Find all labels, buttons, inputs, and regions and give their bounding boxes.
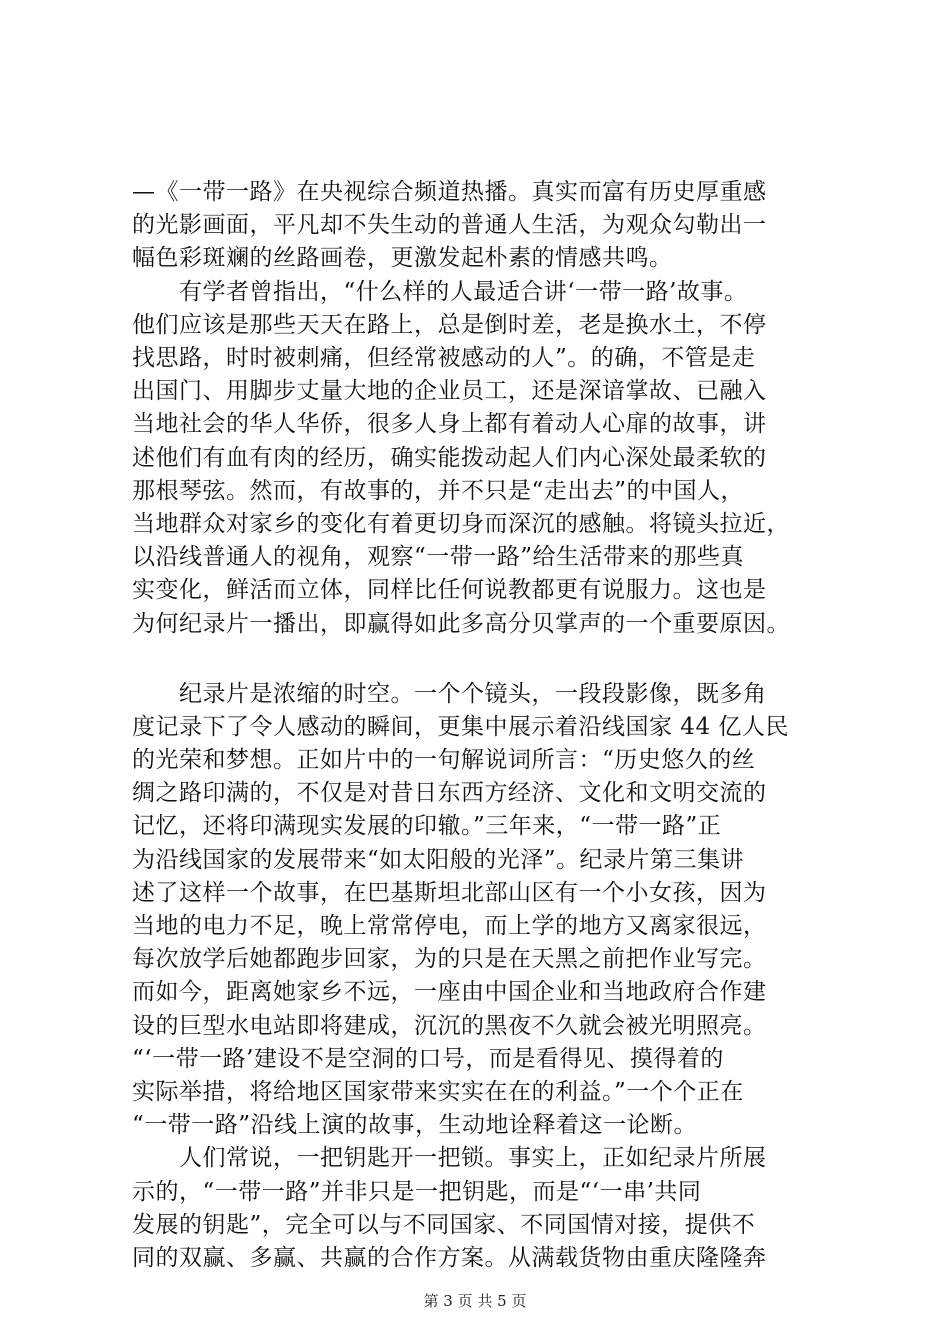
body-text-line: 度记录下了令人感动的瞬间，更集中展示着沿线国家 44 亿人民 bbox=[132, 714, 789, 740]
body-text-line: 同的双赢、多赢、共赢的合作方案。从满载货物由重庆隆隆奔 bbox=[132, 1245, 767, 1271]
body-text-line: “一带一路”沿线上演的故事，生动地诠释着这一论断。 bbox=[132, 1112, 698, 1138]
body-text-line: 实际举措，将给地区国家带来实实在在的利益。”一个个正在 bbox=[132, 1079, 744, 1105]
body-text-line: 有学者曾指出，“什么样的人最适合讲‘一带一路’故事。 bbox=[132, 279, 748, 305]
body-text-line: 他们应该是那些天天在路上，总是倒时差，老是换水土，不停 bbox=[132, 312, 767, 338]
body-text-line: 为沿线国家的发展带来“如太阳般的光泽”。纪录片第三集讲 bbox=[132, 847, 745, 873]
body-text-line: 纪录片是浓缩的时空。一个个镜头，一段段影像，既多角 bbox=[132, 681, 767, 707]
body-text-line: 设的巨型水电站即将建成，沉沉的黑夜不久就会被光明照亮。 bbox=[132, 1013, 767, 1039]
body-text-line: 当地的电力不足，晚上常常停电，而上学的地方又离家很远， bbox=[132, 913, 767, 939]
body-text-line: 实变化，鲜活而立体，同样比任何说教都更有说服力。这也是 bbox=[132, 577, 767, 603]
body-text-line: 的光影画面，平凡却不失生动的普通人生活，为观众勾勒出一 bbox=[132, 212, 767, 238]
page-footer: 第 3 页 共 5 页 bbox=[423, 1292, 527, 1310]
body-text-line: 找思路，时时被刺痛，但经常被感动的人”。的确，不管是走 bbox=[132, 345, 756, 371]
body-text-line: 每次放学后她都跑步回家，为的只是在天黑之前把作业写完。 bbox=[132, 946, 767, 972]
body-text-line: 以沿线普通人的视角，观察“一带一路”给生活带来的那些真 bbox=[132, 544, 745, 570]
body-text-line: 而如今，距离她家乡不远，一座由中国企业和当地政府合作建 bbox=[132, 979, 767, 1005]
body-text-line: 那根琴弦。然而，有故事的，并不只是“走出去”的中国人， bbox=[132, 478, 745, 504]
body-text-line: 当地群众对家乡的变化有着更切身而深沉的感触。将镜头拉近， bbox=[132, 511, 790, 537]
body-text-line: —《一带一路》在央视综合频道热播。真实而富有历史厚重感 bbox=[132, 179, 767, 205]
body-text-line: 出国门、用脚步丈量大地的企业员工，还是深谙掌故、已融入 bbox=[132, 378, 767, 404]
body-text-line: 绸之路印满的，不仅是对昔日东西方经济、文化和文明交流的 bbox=[132, 780, 767, 806]
body-text-line: 示的，“一带一路”并非只是一把钥匙，而是“‘一串’共同 bbox=[132, 1179, 702, 1205]
body-text-line: 当地社会的华人华侨，很多人身上都有着动人心扉的故事，讲 bbox=[132, 411, 767, 437]
body-text-line: 人们常说，一把钥匙开一把锁。事实上，正如纪录片所展 bbox=[132, 1145, 767, 1171]
body-text-line: “‘一带一路’建设不是空洞的口号，而是看得见、摸得着的 bbox=[132, 1046, 724, 1072]
body-text-line: 述他们有血有肉的经历，确实能拨动起人们内心深处最柔软的 bbox=[132, 445, 767, 471]
body-text-line: 为何纪录片一播出，即赢得如此多高分贝掌声的一个重要原因。 bbox=[132, 611, 790, 637]
body-text-line: 幅色彩斑斓的丝路画卷，更激发起朴素的情感共鸣。 bbox=[132, 245, 673, 271]
body-text-line: 述了这样一个故事，在巴基斯坦北部山区有一个小女孩，因为 bbox=[132, 880, 767, 906]
body-text-line: 记忆，还将印满现实发展的印辙。”三年来，“一带一路”正 bbox=[132, 813, 722, 839]
body-text-line: 发展的钥匙”，完全可以与不同国家、不同国情对接，提供不 bbox=[132, 1212, 756, 1238]
body-text-line: 的光荣和梦想。正如片中的一句解说词所言：“历史悠久的丝 bbox=[132, 747, 756, 773]
